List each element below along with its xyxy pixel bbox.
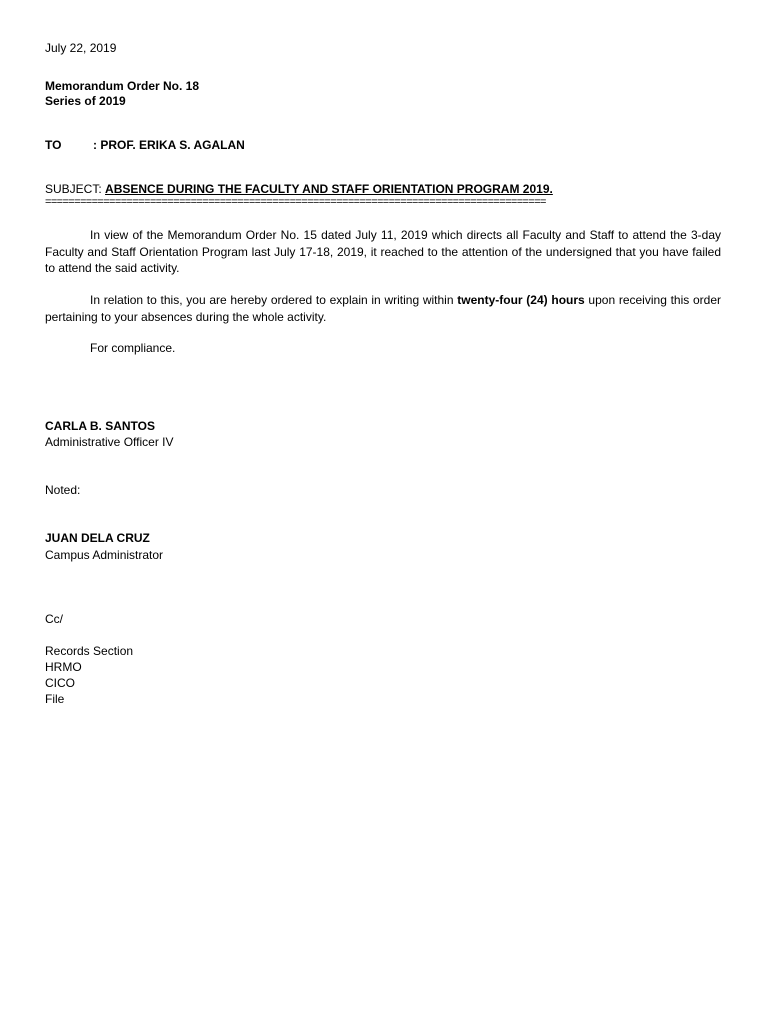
memo-date: July 22, 2019 — [45, 41, 117, 55]
paragraph-2-text-start: In relation to this, you are hereby ordered to explain in writing within — [90, 293, 458, 307]
paragraph-2-text-end: upon receiving this order pertaining to your absences during the whole activity. — [45, 293, 721, 324]
noted-label: Noted: — [45, 483, 81, 497]
subject-text: ABSENCE DURING THE FACULTY AND STAFF ORIENTATION PROGRAM 2019. — [105, 182, 553, 196]
signatory-name: CARLA B. SANTOS — [45, 419, 156, 433]
cc-recipient: File — [45, 692, 65, 706]
cc-recipient: HRMO — [45, 660, 82, 674]
to-label: TO — [45, 138, 62, 152]
noted-title: Campus Administrator — [45, 548, 164, 562]
paragraph-1-text: In view of the Memorandum Order No. 15 dated July 11, 2019 which directs all Faculty and Staff to attend the 3-day Faculty and Staff Orientation Program last July 17-18, 2019, it reached to the attention of the undersigned that you have failed to attend the said activity. — [45, 228, 721, 275]
cc-recipient: Records Section — [45, 644, 134, 658]
closing-text: For compliance. — [90, 341, 176, 355]
to-recipient: : PROF. ERIKA S. AGALAN — [93, 138, 245, 152]
memo-order-number: Memorandum Order No. 18 — [45, 79, 200, 93]
subject-line — [45, 181, 553, 197]
deadline-emphasis: twenty-four (24) hours — [457, 293, 585, 307]
cc-recipient: CICO — [45, 676, 75, 690]
signatory-title: Administrative Officer IV — [45, 435, 174, 449]
separator-line: ====================================================================================== — [45, 196, 546, 208]
body-paragraph-2 — [45, 292, 721, 325]
subject-label: SUBJECT: — [45, 182, 102, 196]
noted-name: JUAN DELA CRUZ — [45, 531, 150, 545]
closing-paragraph — [45, 340, 721, 357]
body-paragraph-1 — [45, 227, 721, 277]
cc-label: Cc/ — [45, 612, 63, 626]
memo-series: Series of 2019 — [45, 94, 126, 108]
